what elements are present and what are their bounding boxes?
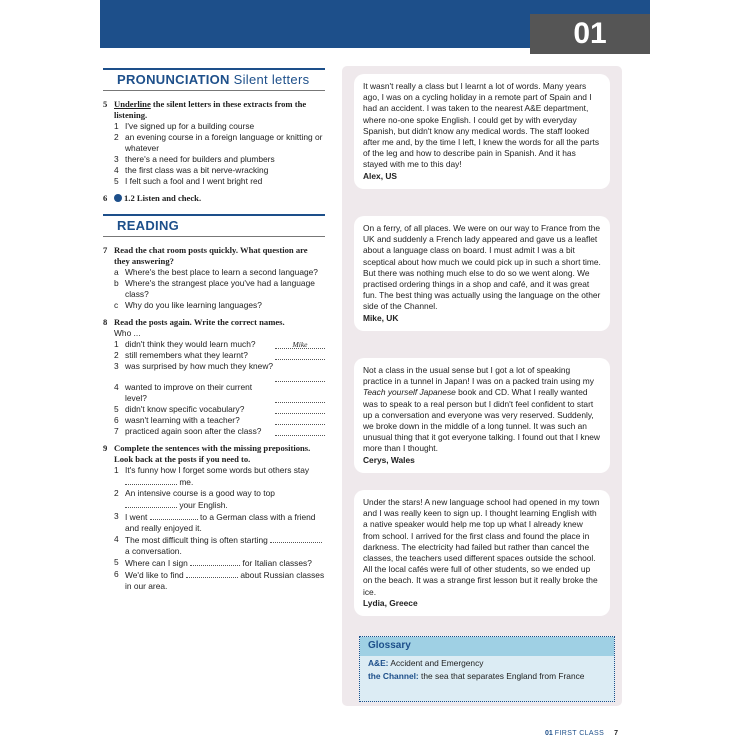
exercise-8: 8 Read the posts again. Write the correct names. Who ... 1 didn't think they would learn much? Mike 2 still remembers what they learnt? 3 was surprised by how much they knew? 4 wanted to improve on their current level? 5 didn't know specific vocabulary? 6 wasn't learning with a teacher? 7 practiced again soon after the class? [103, 317, 325, 437]
list-item: 4 the first class was a bit nerve-wracking [114, 165, 269, 175]
answer-field[interactable] [275, 426, 325, 436]
list-item: 2 still remembers what they learnt? [114, 350, 325, 361]
page-number: 7 [614, 730, 619, 737]
chat-post: Not a class in the usual sense but I got a lot of speaking practice in a tunnel in Japan! I was on a packed train using my Teach yourself Japanese book and CD. What I really wanted was to speak to a real person but I didn't feel confident to start up a conversation and everyone was very reserved. Suddenly, we broke down in the middle of a long tunnel. It was such an unusual thing that it got everyone talking. I found out that I knew more than I thought. Cerys, Wales [354, 358, 610, 473]
list-item: 2 an evening course in a foreign language or knitting or whatever [114, 132, 323, 153]
gap-field[interactable] [186, 569, 238, 578]
list-item: 1 I've signed up for a building course [114, 121, 255, 131]
footer-label: FIRST CLASS [554, 730, 605, 737]
list-item: 6 We'd like to find about Russian classes in our area. [114, 569, 325, 591]
exercise-9: 9 Complete the sentences with the missing prepositions. Look back at the posts if you need to. 1 It's funny how I forget some words but others stay me. 2 An intensive course is a good way to top your English. 3 I went to a German class with a friend and really enjoyed it. 4 The most difficult thing is often starting a conversation. 5 Where can I sign for Italian classes? 6 We'd like to find about Russian classes in our area. [103, 443, 325, 591]
pronunciation-title: PRONUNCIATION [117, 72, 230, 87]
glossary-box [359, 636, 615, 702]
post-author: Lydia, Greece [363, 597, 418, 608]
gap-field[interactable] [150, 511, 198, 520]
answer-field[interactable] [275, 415, 325, 425]
post-author: Mike, UK [363, 312, 399, 323]
exercise-5 [103, 99, 325, 187]
list-item: 2 An intensive course is a good way to top your English. [114, 488, 275, 510]
post-text: It wasn't really a class but I learnt a lot of words. Many years ago, I was on a cycling holiday in a remote part of Spain and I had an accident. I was taken to the nearest A&E department, where no-one spoke English. I could get by with everyday Spanish, but didn't know any medical words. The staff looked after me and, by the time I left, I knew the words for all the parts of the leg and how to describe pain in Spanish. And it has stayed with me to this day! [363, 81, 600, 170]
exercise-7: 7 Read the chat room posts quickly. What question are they answering? a Where's the best place to learn a second language? b Where's the strangest place you've had a language class? c Why do you like learning languages? [103, 245, 325, 311]
instruction-text: Read the chat room posts quickly. What question are they answering? [114, 245, 308, 266]
list-item: 3 I went to a German class with a friend and really enjoyed it. [114, 511, 316, 533]
list-item: 5 Where can I sign for Italian classes? [114, 557, 312, 568]
instruction-text: Read the posts again. Write the correct names. [114, 317, 285, 327]
page-footer [545, 730, 618, 737]
list-item: 4 wanted to improve on their current level? [114, 382, 325, 404]
gap-field[interactable] [190, 557, 240, 566]
book-title: Teach yourself Japanese [363, 387, 456, 398]
gap-field[interactable] [125, 476, 177, 485]
post-author: Cerys, Wales [363, 454, 415, 465]
gap-field[interactable] [125, 499, 177, 508]
list-item: c Why do you like learning languages? [114, 300, 262, 310]
list-item: 1 didn't think they would learn much? Mike [114, 339, 325, 350]
post-text: Not a class in the usual sense but I got a lot of speaking practice in a tunnel in Japan! I was on a packed train using my [363, 365, 594, 387]
exercise-number: 5 [103, 99, 108, 109]
chat-post [354, 74, 610, 189]
post-author: Alex, US [363, 170, 397, 181]
answer-field[interactable]: Mike [275, 339, 325, 349]
answer-field[interactable] [275, 393, 325, 403]
answer-field[interactable] [275, 372, 325, 382]
list-item: 5 I felt such a fool and I went bright red [114, 176, 263, 186]
glossary-title: Glossary [360, 637, 614, 656]
answer-field[interactable] [275, 404, 325, 414]
footer-unit: 01 [545, 730, 553, 737]
post-text: On a ferry, of all places. We were on our way to France from the UK and suddenly a French lady appeared and gave us a leaflet about a language class on board. I must admit I was a bit sceptical about how much we could pick up in such a short time. But there was nothing much else to do so we went along. We practised ordering things in a shop and café, and it was great fun. The best thing was actually using the language on the other side of the Channel. [363, 223, 601, 312]
listen-instruction: 1.2 Listen and check. [124, 193, 202, 203]
list-item: b Where's the strangest place you've had a language class? [114, 278, 315, 299]
post-text: Under the stars! A new language school had opened in my town and I was really keen to sign up. I thought learning English with a native speaker would help me top up what I already knew from school. I arrived for the first class and found the place in darkness. The electricity had failed but rather than cancel the classes, the teachers used different spaces outside the school. All the local cafés were full of other students, so we ended up on the beach. It was a strange first lesson but it really broke the ice. [363, 497, 600, 597]
chat-post [354, 216, 610, 331]
glossary-entry: A&E: Accident and Emergency [368, 658, 484, 668]
instruction-underlined: Underline [114, 99, 151, 109]
exercise-6: 6 1.2 Listen and check. [103, 193, 202, 203]
exercises-column [103, 68, 325, 598]
glossary-entry: the Channel: the sea that separates England from France [368, 671, 585, 681]
list-item: 3 there's a need for builders and plumbers [114, 154, 275, 164]
unit-number-badge: 01 [530, 14, 650, 54]
pronunciation-heading [103, 68, 325, 91]
who-prompt: Who ... [114, 328, 141, 338]
reading-heading [103, 214, 325, 237]
list-item: 4 The most difficult thing is often starting a conversation. [114, 534, 325, 557]
list-item: 3 was surprised by how much they knew? [114, 361, 325, 382]
gap-field[interactable] [270, 534, 322, 543]
answer-field[interactable] [275, 350, 325, 360]
header-rule [100, 44, 530, 48]
list-item: 5 didn't know specific vocabulary? [114, 404, 325, 415]
list-item: 6 wasn't learning with a teacher? [114, 415, 325, 426]
list-item: 7 practiced again soon after the class? [114, 426, 325, 437]
audio-icon[interactable] [114, 194, 122, 202]
reading-title: READING [117, 218, 180, 233]
chat-post [354, 490, 610, 616]
chat-posts-panel [342, 66, 622, 706]
instruction-text: Complete the sentences with the missing prepositions. Look back at the posts if you need to. [114, 443, 311, 464]
pronunciation-subtitle: Silent letters [233, 72, 310, 87]
list-item: 1 It's funny how I forget some words but others stay me. [114, 465, 310, 487]
instruction-text: the silent letters in these extracts from the listening. [114, 99, 307, 120]
list-item: a Where's the best place to learn a second language? [114, 267, 318, 277]
